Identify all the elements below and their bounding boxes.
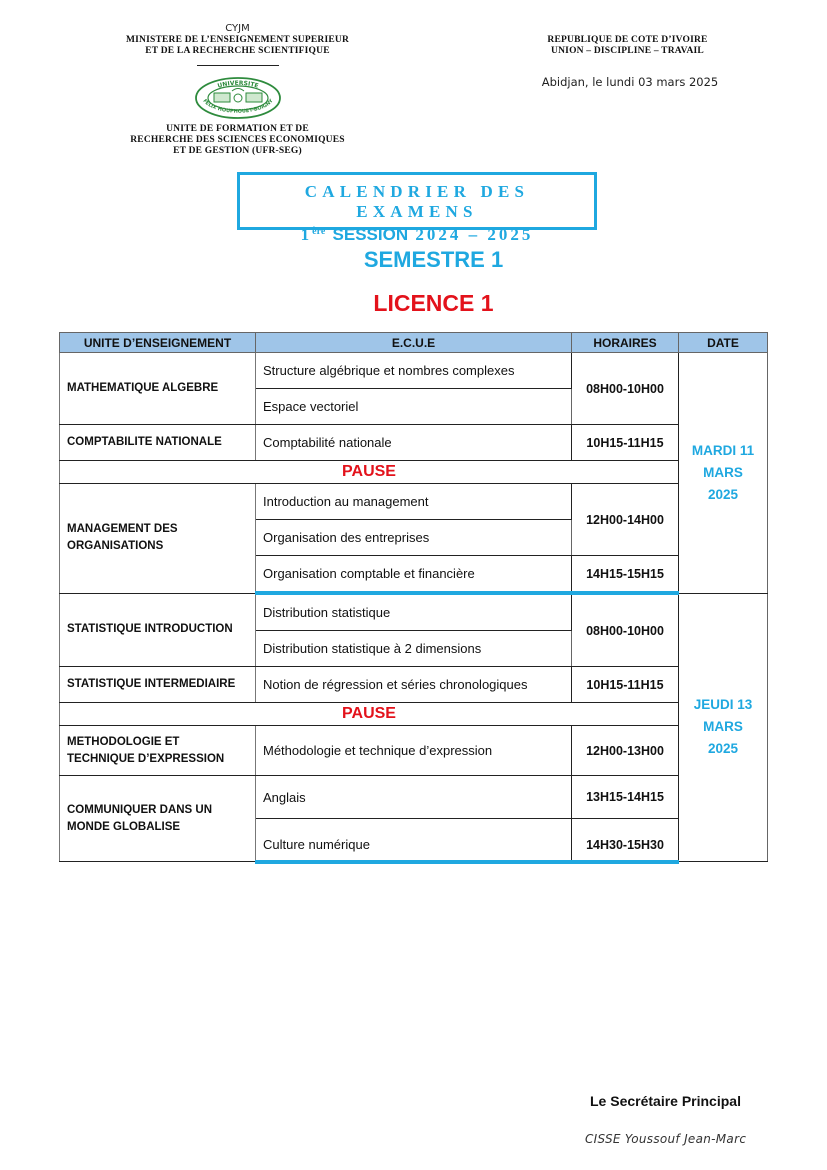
header-ecue: E.C.U.E: [256, 333, 572, 353]
ecue-cell: Organisation comptable et financière: [256, 556, 572, 594]
ecue-cell: Comptabilité nationale: [256, 425, 572, 461]
ecue-cell: Distribution statistique: [256, 593, 572, 631]
ecue-cell: Structure algébrique et nombres complexes: [256, 353, 572, 389]
table-row: [60, 593, 768, 631]
pause-label: PAUSE: [60, 703, 679, 726]
signatory-title: Le Secrétaire Principal: [590, 1093, 741, 1109]
hours-cell: 13H15-14H15: [572, 776, 679, 819]
ue-cell: [60, 726, 256, 776]
institution-acronym: CYJM: [225, 23, 250, 34]
ue-name-line-1: COMMUNIQUER DANS UN: [67, 803, 213, 816]
hours-cell: 14H30-15H30: [572, 819, 679, 862]
ministry-line-2: ET DE LA RECHERCHE SCIENTIFIQUE: [145, 46, 330, 56]
date-day: JEUDI 13: [693, 697, 753, 713]
session-years: 2024 – 2025: [415, 225, 534, 244]
hours-cell: 08H00-10H00: [572, 353, 679, 425]
hours-cell: 12H00-13H00: [572, 726, 679, 776]
ue-cell: STATISTIQUE INTRODUCTION: [60, 593, 256, 667]
ue-name-line-1: METHODOLOGIE ET: [67, 735, 180, 748]
ufr-line-1: UNITE DE FORMATION ET DE: [166, 124, 309, 134]
logo-text-top: UNIVERSITE: [216, 79, 259, 90]
ecue-cell: Espace vectoriel: [256, 389, 572, 425]
ue-cell: [60, 776, 256, 862]
university-logo: [194, 76, 282, 120]
hours-cell: 14H15-15H15: [572, 556, 679, 594]
ue-name-line-2: MONDE GLOBALISE: [67, 820, 181, 833]
signatory-name: CISSE Youssouf Jean-Marc: [585, 1132, 747, 1146]
ecue-cell: Anglais: [256, 776, 572, 819]
country-header: [520, 35, 735, 57]
session-ordinal: ère: [312, 226, 326, 237]
ecue-cell: Introduction au management: [256, 484, 572, 520]
ecue-cell: Distribution statistique à 2 dimensions: [256, 631, 572, 667]
institution-header: [100, 22, 375, 157]
city-date: Abidjan, le lundi 03 mars 2025: [541, 75, 719, 89]
pause-row: [60, 703, 768, 726]
session-label: SESSION: [332, 225, 409, 244]
table-row: [60, 425, 768, 461]
title-box: [237, 172, 597, 244]
hours-cell: 12H00-14H00: [572, 484, 679, 556]
date-cell-day-2: [679, 593, 768, 862]
date-month: MARS: [703, 464, 743, 480]
date-cell-day-1: [679, 353, 768, 594]
pause-row: [60, 461, 768, 484]
table-row: [60, 353, 768, 389]
ue-cell: COMPTABILITE NATIONALE: [60, 425, 256, 461]
date-month: MARS: [703, 719, 743, 735]
session-title: [240, 222, 594, 245]
header-date: DATE: [679, 333, 768, 353]
country-motto: UNION – DISCIPLINE – TRAVAIL: [551, 46, 704, 56]
document-title: CALENDRIER DES EXAMENS: [304, 182, 530, 221]
table-row: [60, 776, 768, 819]
hours-cell: 10H15-11H15: [572, 425, 679, 461]
table-header-row: [60, 333, 768, 353]
exam-schedule-table: [59, 332, 768, 864]
ecue-cell: Culture numérique: [256, 819, 572, 862]
header-divider: [197, 65, 279, 66]
ufr-line-2: RECHERCHE DES SCIENCES ECONOMIQUES: [130, 135, 345, 145]
ue-name-line-2: TECHNIQUE D’EXPRESSION: [67, 752, 225, 765]
semester-heading: SEMESTRE 1: [363, 247, 504, 272]
session-number: 1: [300, 225, 313, 244]
ufr-line-3: ET DE GESTION (UFR-SEG): [173, 146, 302, 156]
ecue-cell: Organisation des entreprises: [256, 520, 572, 556]
level-heading: LICENCE 1: [373, 290, 494, 316]
table-row: [60, 667, 768, 703]
logo-text-bottom: FELIX HOUPHOUET-BOIGNY: [200, 98, 275, 115]
ecue-cell: Méthodologie et technique d’expression: [256, 726, 572, 776]
date-day: MARDI 11: [691, 442, 755, 458]
pause-label: PAUSE: [60, 461, 679, 484]
country-name: REPUBLIQUE DE COTE D’IVOIRE: [547, 35, 708, 45]
header-ue: UNITE D’ENSEIGNEMENT: [60, 333, 256, 353]
ue-cell: STATISTIQUE INTERMEDIAIRE: [60, 667, 256, 703]
ecue-cell: Notion de régression et séries chronologiques: [256, 667, 572, 703]
ue-cell: MATHEMATIQUE ALGEBRE: [60, 353, 256, 425]
ministry-line-1: MINISTERE DE L’ENSEIGNEMENT SUPERIEUR: [125, 35, 350, 45]
table-row: [60, 484, 768, 520]
header-hours: HORAIRES: [572, 333, 679, 353]
date-year: 2025: [707, 486, 739, 502]
hours-cell: 10H15-11H15: [572, 667, 679, 703]
hours-cell: 08H00-10H00: [572, 593, 679, 667]
ue-cell: MANAGEMENT DES ORGANISATIONS: [60, 484, 256, 594]
date-year: 2025: [707, 741, 739, 757]
table-row: [60, 726, 768, 776]
